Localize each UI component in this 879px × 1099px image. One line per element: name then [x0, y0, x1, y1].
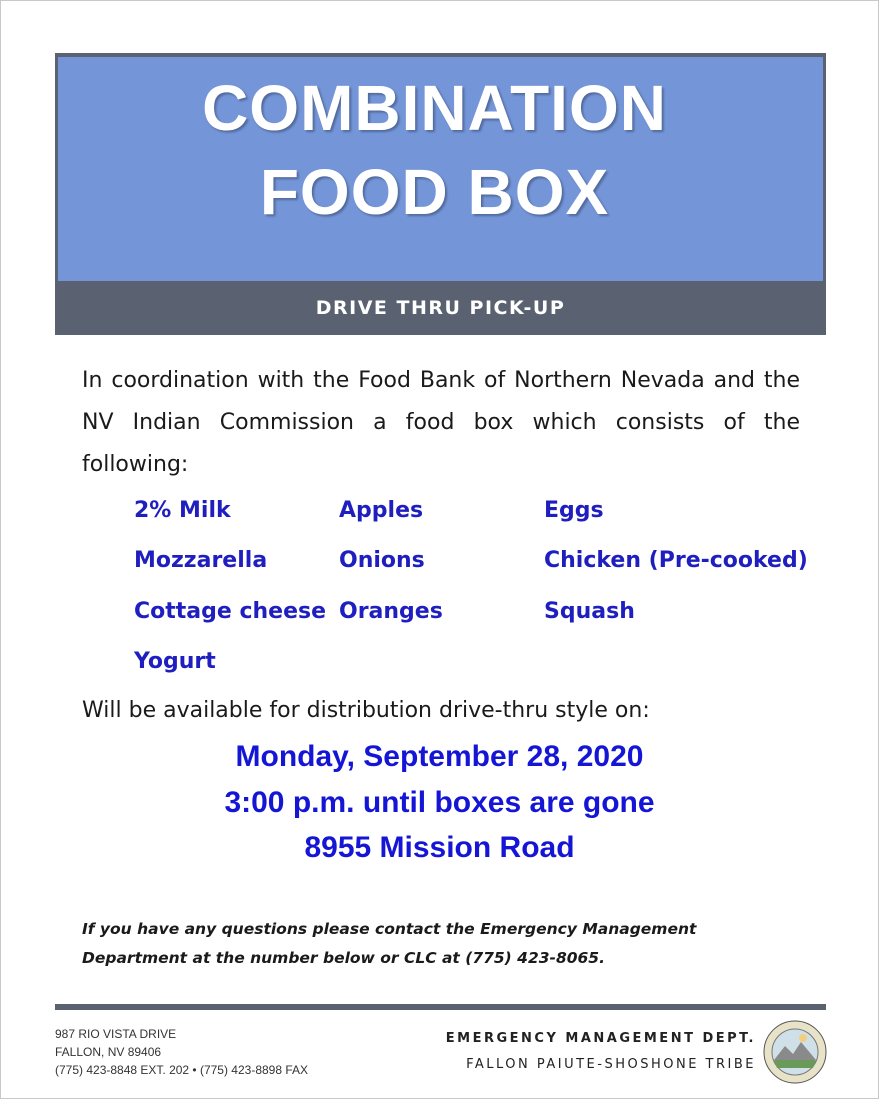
- contact-note: If you have any questions please contact the Emergency Management Department at the number below or CLC at (775) 423-8065.: [82, 920, 697, 967]
- food-item: Mozzarella: [134, 548, 268, 573]
- address-line-2: FALLON, NV 89406: [55, 1045, 162, 1059]
- food-item: 2% Milk: [134, 498, 231, 523]
- intro-paragraph: In coordination with the Food Bank of Northern Nevada and the NV Indian Commission a food box which consists of the following:: [82, 368, 800, 477]
- event-location: 8955 Mission Road: [304, 831, 575, 864]
- event-date: Monday, September 28, 2020: [235, 740, 644, 773]
- dept-name: EMERGENCY MANAGEMENT DEPT.: [445, 1031, 756, 1046]
- footer-divider: [55, 1004, 826, 1010]
- food-item: Chicken (Pre-cooked): [544, 548, 808, 573]
- food-item: Onions: [339, 548, 425, 573]
- food-item: Yogurt: [134, 649, 216, 674]
- food-item: Oranges: [339, 599, 443, 624]
- food-item: Cottage cheese: [134, 599, 327, 624]
- phone-fax-line: (775) 423-8848 EXT. 202 • (775) 423-8898 FAX: [55, 1063, 309, 1077]
- food-item: Apples: [339, 498, 424, 523]
- availability-text: Will be available for distribution drive-thru style on:: [82, 698, 650, 723]
- tribe-name: FALLON PAIUTE-SHOSHONE TRIBE: [466, 1057, 756, 1072]
- title-line-1: COMBINATION: [202, 72, 667, 144]
- title-banner: [55, 53, 826, 281]
- food-item: Squash: [544, 599, 635, 624]
- tribal-seal-icon: [763, 1020, 827, 1084]
- address-line-1: 987 RIO VISTA DRIVE: [55, 1027, 177, 1041]
- event-time: 3:00 p.m. until boxes are gone: [224, 786, 655, 819]
- subtitle-bar: DRIVE THRU PICK-UP: [55, 281, 826, 335]
- food-item: Eggs: [544, 498, 604, 523]
- title-line-2: FOOD BOX: [259, 156, 610, 228]
